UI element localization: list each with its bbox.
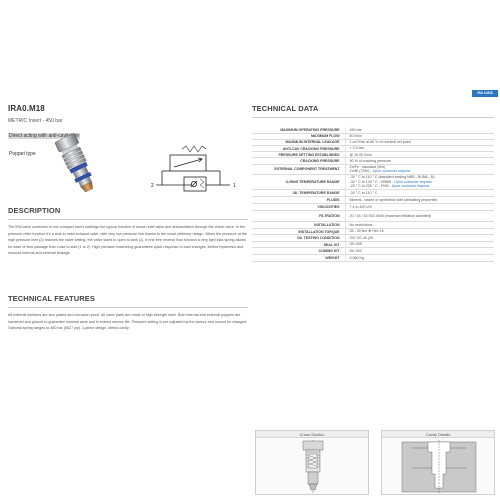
spec-row [252,221,494,228]
spec-value-text: 35 - 40 Nm ✠ Hex 16 [349,229,384,234]
spec-value [345,254,494,261]
spec-value [345,211,494,222]
description-text: The IRA valve combines in one compact insert cartridge the typical function of shock relief valve and anticavitation through the check valve. In the pressure relief function it's a side-in nose-exhaust valve, with very low pressure rise thanks to the smart deflector design. When the pressure at the high pressure inlet (2) reaches the valve setting, the valve starts to open to tank (1). In the free reverse flow function a very light bias spring allows for ease of flow passage from nose to side (1 to 2). High precision machining guarantees quick response to load changes, limited hysteresis and reduced internal and external leakage. [8,225,247,256]
spec-value-text: @ 10.00 l/min [349,152,372,157]
spec-value-line [350,205,495,210]
spec-value-text: ISO VG 46 (40 [349,235,374,240]
upon-request-note: Upon customer request [394,179,432,184]
spec-value-line [350,198,495,203]
spec-value-text: 450 bar [349,127,362,132]
spec-value-line [350,159,495,164]
spec-value-text: 20 / 18 / 15 ISO 4406 (maximum filtration admitted) [349,213,431,218]
spec-key: SEAL KIT [252,241,345,248]
spec-key: COMING KIT [252,248,345,255]
spec-key: ANTI-CAV CRACKING PRESSURE [252,146,345,152]
spec-row [252,211,494,222]
spec-value-line [350,249,495,254]
diagram-panels [255,430,495,495]
port-2-label: 2 [151,183,154,189]
spec-value-text: -30 ° C to 110 ° C (standard sealing NBR - BUNA - N) [349,174,435,179]
spec-key: MAXIMUM FLOW [252,133,345,139]
spec-value-text: Zn/Fe - standard (9ch) [349,164,386,169]
spec-value-text: -20 ° C to 225 ° C - FKM - [349,184,392,189]
spec-value-line [350,214,495,219]
spec-key: MAXIMUM OPERATING PRESSURE [252,127,345,133]
spec-key: MAXIMUM INTERNAL LEAKAGE [252,139,345,145]
spec-value-line [350,146,495,151]
spec-value-line [350,153,495,158]
spec-row [252,174,494,189]
spec-value-line [350,229,495,234]
cavity-details-caption: Cavity Details [382,431,494,438]
spec-value-line [350,140,495,145]
product-code-badge: IRA 0.M18 [472,90,498,97]
features-heading: TECHNICAL FEATURES [8,294,95,303]
spec-value-text: Mineral - based or synthetics with lubricating properties [349,197,438,202]
spec-value-line [350,242,495,247]
spec-value-text: 1 cm³/min at 80 % of nominal set point [349,140,411,145]
spec-key: EXTERNAL COMPONENT TREATMENT [252,164,345,174]
spec-value-line [350,184,495,189]
technical-heading: TECHNICAL DATA [252,104,319,113]
upon-request-note: Upon customer request [391,184,430,189]
technical-data-table [252,127,494,262]
spec-value-text: Zn/Ni (720h) - [349,169,373,174]
cavity-drawing [382,438,496,496]
technical-divider [252,117,494,118]
spec-key: WEIGHT [252,254,345,261]
spec-value-text: < 0,5 bar [349,146,364,151]
spec-key: FLUIDS [252,196,345,204]
spec-key: VISCOSITIES [252,204,345,211]
spec-row [252,189,494,196]
features-section [8,294,248,332]
spec-value-line [350,169,495,174]
cross-section-panel [255,430,369,495]
product-subtitle: METRIC Insert - 450 bar [8,118,63,124]
spec-key: PRESSURE SETTING ESTABLISHED [252,152,345,158]
cross-section-caption: Cross Section [256,431,368,438]
spec-key: CRACKING PRESSURE [252,158,345,164]
spec-value-text: No restrictions [349,222,373,227]
description-section [8,206,248,257]
spec-value [345,204,494,211]
highlight-2: Poppet type [9,151,36,157]
spec-value-line [350,256,495,261]
product-title: IRA0.M18 [8,104,45,113]
spec-value [345,164,494,174]
spec-key: OIL TESTING CONDITION [252,235,345,242]
spec-value-line [350,191,495,196]
spec-value-line [350,134,495,139]
spec-value-text: 0,060 Kg [349,255,364,260]
technical-data-section [252,104,494,262]
features-text: All external surfaces are zinc plated and corrosion-proof. All valve parts are made of high strength steel. Both internal and external poppets are hardened and ground to guarantee minimal wear and to extend service life. Pressure setting is pre-adjusted by the factory and cannot be changed. Optional spring ranges to 450 bar (6527 psi). 1-piece design. Metric cavity. [8,313,248,331]
spec-row [252,196,494,204]
cross-section-drawing [256,438,370,496]
hydraulic-symbol [148,141,243,201]
cavity-details-panel [381,430,495,495]
spec-value [345,196,494,204]
spec-value-text: GK.005 [349,242,362,247]
spec-row [252,204,494,211]
spec-value-line [350,128,495,133]
spec-value-text: 60 l/min [349,133,363,138]
spec-value-text: 7,4 to 420 cSt [349,205,372,210]
spec-key: INSTALLATION TORQUE [252,228,345,235]
port-1-label: 1 [233,183,236,189]
spec-value-line [350,236,495,241]
spec-row [252,254,494,261]
product-visuals [8,133,248,205]
spec-key: O-RING TEMPERATURE RANGE [252,174,345,189]
cartridge-valve-image [33,133,123,205]
spec-value-text: 90 % of cracking pressure [349,158,392,163]
spec-key: INSTALLATION [252,221,345,228]
spec-value [345,174,494,189]
spec-key: OIL TEMPERATURE RANGE [252,189,345,196]
spec-value [345,189,494,196]
spec-row [252,164,494,174]
spec-key: FILTRATION [252,211,345,222]
highlight-1: Direct acting with anti-cavitation [9,133,80,139]
spec-value-text: -30 ° C to 140 ° C - HNBR - [349,179,395,184]
spec-value-text: -30 ° C to 110 ° C [349,190,378,195]
features-divider [8,307,248,308]
description-heading: DESCRIPTION [8,206,61,215]
spec-value [345,221,494,228]
description-divider [8,219,248,220]
spec-value-text: GK.002 [349,248,362,253]
upon-request-note: Upon customer request [372,169,411,174]
spec-value-line [350,223,495,228]
